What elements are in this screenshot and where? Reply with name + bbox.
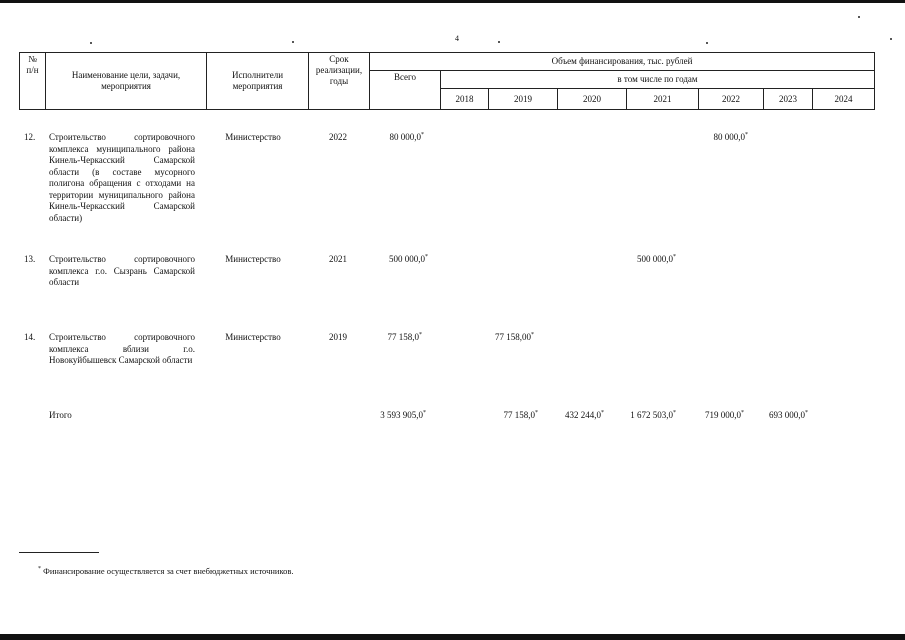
header-total: Всего: [370, 71, 441, 110]
row-executor: Министерство: [225, 332, 281, 342]
header-financing: Объем финансирования, тыс. рублей: [370, 53, 875, 71]
row-value-2019: 77 158,00*: [495, 332, 534, 342]
row-number: 14.: [24, 332, 36, 342]
total-label: Итого: [49, 410, 72, 420]
header-year: 2023: [764, 89, 813, 110]
row-term: 2019: [329, 332, 347, 342]
page-number: 4: [455, 34, 459, 43]
header-year: 2020: [558, 89, 627, 110]
scan-speck: [90, 42, 92, 44]
header-by-years: в том числе по годам: [441, 71, 875, 89]
scan-speck: [858, 16, 860, 18]
scan-speck: [890, 38, 892, 40]
row-value-2021: 500 000,0*: [637, 254, 676, 264]
total-sum: 3 593 905,0*: [380, 410, 426, 420]
total-2020: 432 244,0*: [565, 410, 604, 420]
financing-table-header: [19, 52, 875, 110]
header-year: 2022: [699, 89, 764, 110]
header-executors: Исполнители мероприятия: [207, 53, 309, 110]
header-year: 2021: [627, 89, 699, 110]
row-executor: Министерство: [225, 254, 281, 264]
footnote: * Финансирование осуществляется за счет внебюджетных источников.: [38, 566, 294, 576]
row-term: 2022: [329, 132, 347, 142]
row-name: Строительство сортировочного комплекса г.о. Сызрань Самарской области: [49, 254, 195, 287]
top-border: [0, 0, 905, 3]
total-2021: 1 672 503,0*: [630, 410, 676, 420]
header-name: Наименование цели, задачи, мероприятия: [46, 53, 207, 110]
row-name: Строительство сортировочного комплекса вблизи г.о. Новокуйбышевск Самарской области: [49, 332, 195, 365]
header-year: 2019: [489, 89, 558, 110]
row-total: 80 000,0*: [389, 132, 424, 142]
total-2023: 693 000,0*: [769, 410, 808, 420]
row-value-2022: 80 000,0*: [713, 132, 748, 142]
scan-speck: [706, 42, 708, 44]
row-total: 77 158,0*: [387, 332, 422, 342]
bottom-border: [0, 634, 905, 640]
row-executor: Министерство: [225, 132, 281, 142]
header-year: 2024: [813, 89, 875, 110]
footnote-divider: [19, 552, 99, 553]
total-2019: 77 158,0*: [503, 410, 538, 420]
header-num: № п/н: [20, 53, 46, 110]
header-term: Срок реализации, годы: [309, 53, 370, 110]
header-year: 2018: [441, 89, 489, 110]
scan-speck: [292, 41, 294, 43]
scan-speck: [498, 41, 500, 43]
row-term: 2021: [329, 254, 347, 264]
total-2022: 719 000,0*: [705, 410, 744, 420]
row-number: 13.: [24, 254, 36, 264]
row-name: Строительство сортировочного комплекса муниципального района Кинель-Черкасский Самарской области (в составе мусорного полигона обращения с отходами на территории муниципального района Кинель-Черкасский Самарской области): [49, 132, 195, 223]
row-number: 12.: [24, 132, 36, 142]
row-total: 500 000,0*: [389, 254, 428, 264]
